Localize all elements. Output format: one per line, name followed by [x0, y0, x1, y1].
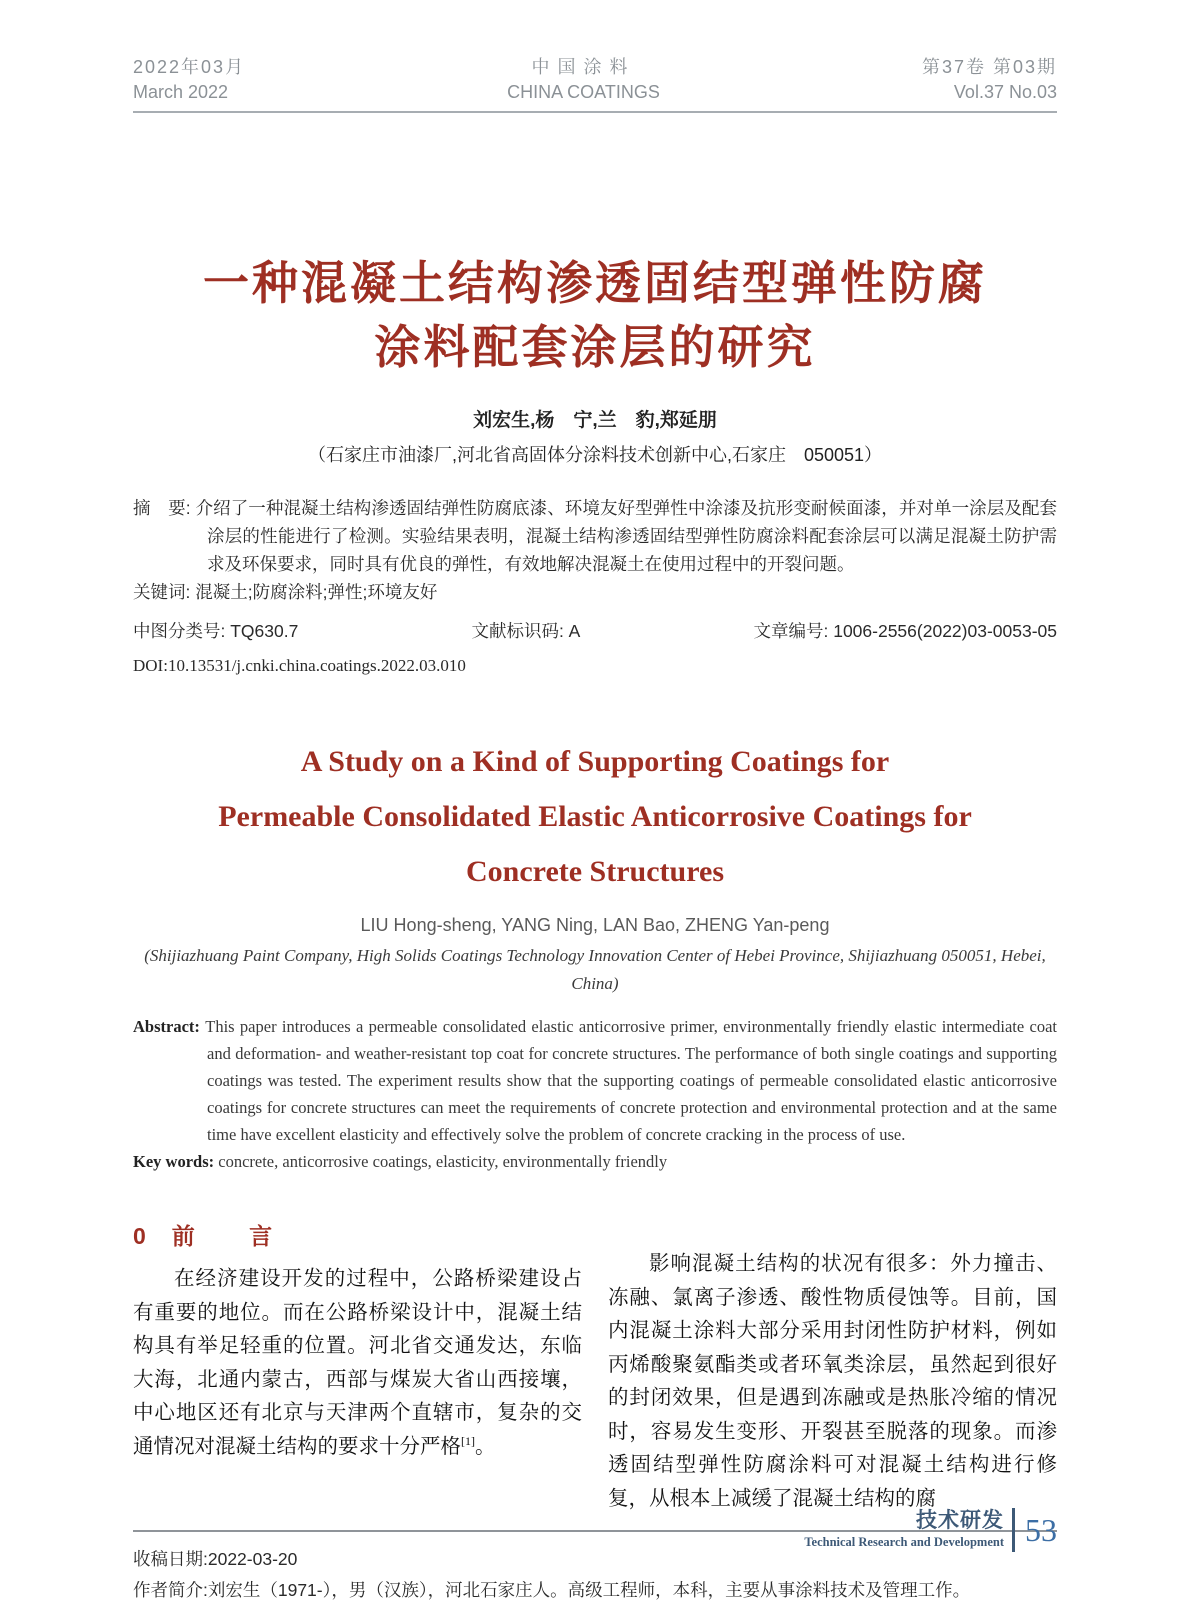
affiliation-en: (Shijiazhuang Paint Company, High Solids Coatings Technology Innovation Center of Hebei Province, Shijiazhuang 050051, Hebei, China): [144, 946, 1046, 993]
abstract-cn: [133, 494, 1057, 578]
keywords-label-en: Key words:: [133, 1152, 219, 1171]
authors-cn: 刘宏生,杨 宁,兰 豹,郑延朋: [473, 410, 717, 431]
citation-ref-1: [1]: [461, 1433, 475, 1448]
classification-row: [133, 618, 1057, 643]
article-title-en-line1: A Study on a Kind of Supporting Coatings for: [300, 745, 890, 778]
article-title-cn-line1: 一种混凝土结构渗透固结型弹性防腐: [203, 257, 987, 309]
body-paragraph-right: 影响混凝土结构的状况有很多：外力撞击、冻融、氯离子渗透、酸性物质侵蚀等。目前，国内混凝土涂料大部分采用封闭性防护材料，例如丙烯酸聚氨酯类或者环氧类涂层，虽然起到很好的封闭效果，但是遇到冻融或是热胀冷缩的情况时，容易发生变形、开裂甚至脱落的现象。而渗透固结型弹性防腐涂料可对混凝土结构进行修复，从根本上减缓了混凝土结构的腐: [608, 1253, 1057, 1510]
column-name-cn: 技术研发: [916, 1509, 1004, 1532]
keywords-label-cn: 关键词:: [133, 582, 196, 602]
doi: DOI:10.13531/j.cnki.china.coatings.2022.03.010: [133, 656, 466, 675]
header-volume-issue: [922, 55, 1057, 105]
section-number: 0: [133, 1223, 146, 1249]
abstract-en: [133, 1013, 1057, 1148]
affiliation-cn: （石家庄市油漆厂,河北省高固体分涂料技术创新中心,石家庄 050051）: [307, 445, 883, 465]
body-column-left: [133, 1221, 582, 1516]
section-heading: [133, 1221, 582, 1251]
abstract-label-cn: 摘 要:: [133, 498, 196, 518]
footer-divider: [1012, 1508, 1015, 1552]
page-footer: [804, 1508, 1057, 1552]
body-column-right: [608, 1221, 1057, 1516]
keywords-text-en: concrete, anticorrosive coatings, elasticity, environmentally friendly: [218, 1152, 668, 1171]
body-paragraph-left-text: 在经济建设开发的过程中，公路桥梁建设占有重要的地位。而在公路桥梁设计中，混凝土结构具有举足轻重的位置。河北省交通发达，东临大海，北通内蒙古，西部与煤炭大省山西接壤，中心地区还有北京与天津两个直辖市，复杂的交通情况对混凝土结构的要求十分严格: [133, 1268, 582, 1458]
issue-date-cn: 2022年03月: [133, 57, 246, 77]
journal-header: [133, 55, 1057, 113]
volume-issue-cn: 第37卷 第03期: [921, 57, 1057, 77]
author-bio: 作者简介:刘宏生（1971-），男（汉族），河北石家庄人。高级工程师，本科，主要从事涂料技术及管理工作。: [133, 1580, 971, 1600]
column-name: [804, 1509, 1004, 1551]
received-date: 收稿日期:2022-03-20: [133, 1549, 298, 1569]
body-paragraph-left: [133, 1263, 582, 1464]
journal-name-cn: 中国涂料: [531, 57, 636, 77]
page-number: 53: [1025, 1512, 1057, 1548]
article-title-cn-line2: 涂料配套涂层的研究: [374, 321, 816, 373]
abstract-label-en: Abstract:: [133, 1017, 206, 1036]
article-title-cn: [133, 251, 1057, 379]
volume-issue-en: Vol.37 No.03: [953, 82, 1057, 102]
abstract-text-cn: 介绍了一种混凝土结构渗透固结弹性防腐底漆、环境友好型弹性中涂漆及抗形变耐候面漆，并对单一涂层及配套涂层的性能进行了检测。实验结果表明，混凝土结构渗透固结型弹性防腐涂料配套涂层可以满足混凝土防护需求及环保要求，同时具有优良的弹性，有效地解决混凝土在使用过程中的开裂问题。: [195, 498, 1057, 574]
body-columns: [133, 1221, 1057, 1516]
abstract-text-en: This paper introduces a permeable consolidated elastic anticorrosive primer, environmentally friendly elastic intermediate coat and deformation- and weather-resistant top coat for concrete structures. The performance of both single coatings and supporting coatings was tested. The experiment results show that the supporting coatings of permeable consolidated elastic anticorrosive coatings for concrete structures can meet the requirements of concrete protection and environmental protection and at the same time have excellent elasticity and effectively solve the problem of concrete cracking in the process of use.: [205, 1017, 1057, 1144]
authors-en: LIU Hong-sheng, YANG Ning, LAN Bao, ZHENG Yan-peng: [360, 915, 830, 935]
document-code: 文献标识码: A: [471, 621, 581, 641]
article-title-en: [133, 734, 1057, 899]
clc-number: 中图分类号: TQ630.7: [133, 621, 299, 641]
article-title-en-line3: Concrete Structures: [466, 855, 724, 888]
keywords-cn: [133, 578, 1057, 606]
header-issue-date: [133, 55, 245, 105]
keywords-text-cn: 混凝土;防腐涂料;弹性;环境友好: [195, 582, 438, 602]
header-journal-name: [507, 55, 660, 105]
journal-name-en: CHINA COATINGS: [507, 82, 660, 102]
article-title-en-line2: Permeable Consolidated Elastic Anticorrosive Coatings for: [218, 800, 972, 833]
column-name-en: Technical Research and Development: [804, 1535, 1004, 1549]
section-title: 前 言: [171, 1223, 297, 1249]
keywords-en: [133, 1148, 1057, 1175]
issue-date-en: March 2022: [133, 82, 229, 102]
body-paragraph-left-end: 。: [475, 1435, 496, 1458]
article-id: 文章编号: 1006-2556(2022)03-0053-05: [753, 621, 1057, 641]
